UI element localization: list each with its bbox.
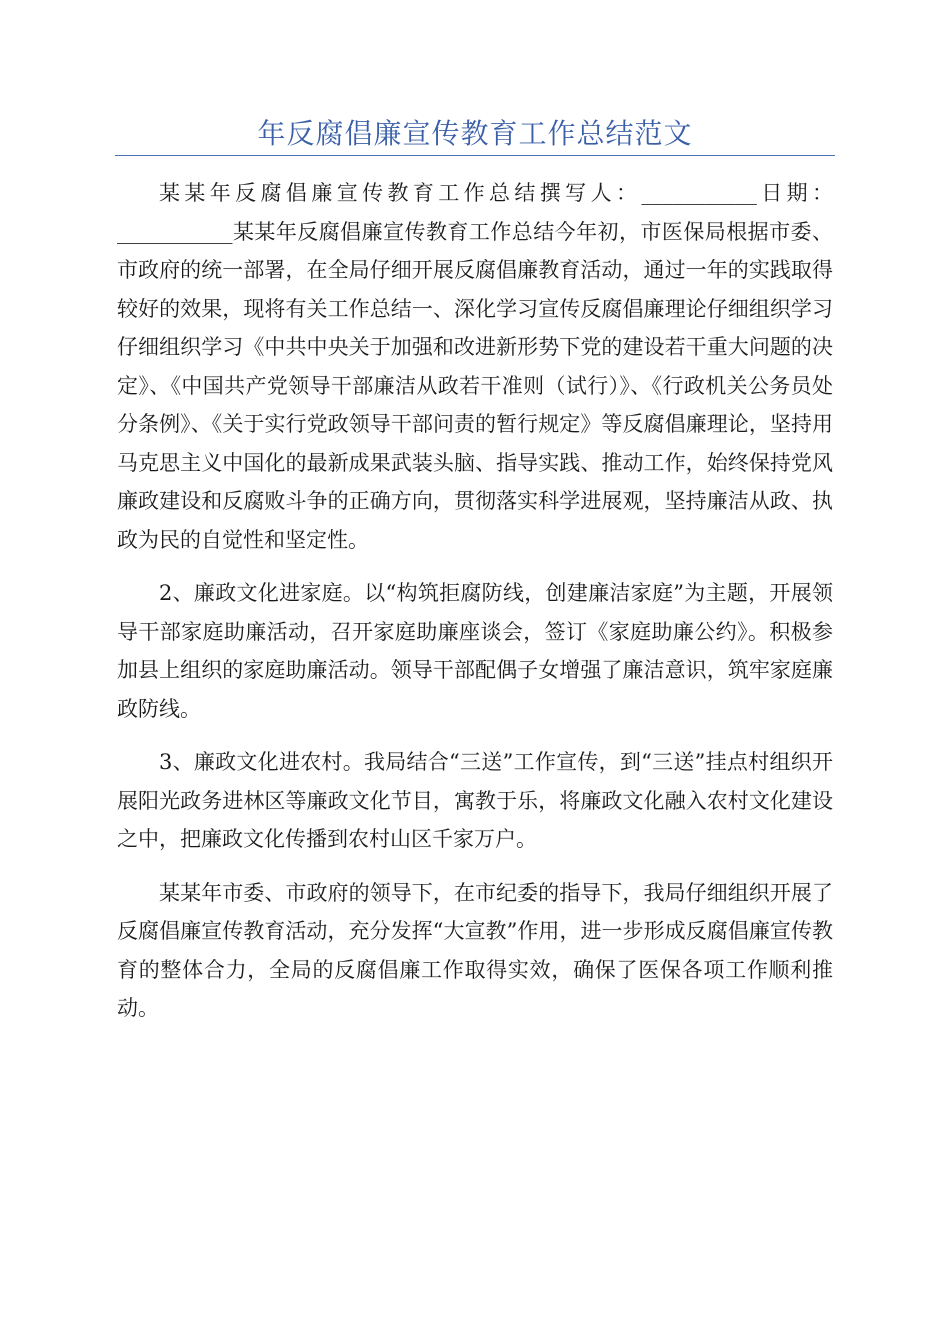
title-underline — [115, 155, 835, 156]
paragraph-intro: 某某年反腐倡廉宣传教育工作总结撰写人：___________日期：___________某某年反腐倡廉宣传教育工作总结今年初，市医保局根据市委、市政府的统一部署，在全局仔细开展反腐倡廉教育活动，通过一年的实践取得较好的效果，现将有关工作总结一、深化学习宣传反腐倡廉理论仔细组织学习仔细组织学习《中共中央关于加强和改进新形势下党的建设若干重大问题的决定》、《中国共产党领导干部廉洁从政若干准则（试行）》、《行政机关公务员处分条例》、《关于实行党政领导干部问责的暂行规定》等反腐倡廉理论，坚持用马克思主义中国化的最新成果武装头脑、指导实践、推动工作，始终保持党风廉政建设和反腐败斗争的正确方向，贯彻落实科学进展观，坚持廉洁从政、执政为民的自觉性和坚定性。 — [117, 181, 833, 552]
document-body — [117, 174, 833, 1043]
paragraph-conclusion: 某某年市委、市政府的领导下，在市纪委的指导下，我局仔细组织开展了反腐倡廉宣传教育活动，充分发挥“大宣教”作用，进一步形成反腐倡廉宣传教育的整体合力，全局的反腐倡廉工作取得实效，确保了医保各项工作顺利推动。 — [117, 880, 833, 1020]
document-title: 年反腐倡廉宣传教育工作总结范文 — [257, 117, 693, 150]
paragraph-family: 2、廉政文化进家庭。以“构筑拒腐防线，创建廉洁家庭”为主题，开展领导干部家庭助廉活动，召开家庭助廉座谈会，签订《家庭助廉公约》。积极参加县上组织的家庭助廉活动。领导干部配偶子女增强了廉洁意识，筑牢家庭廉政防线。 — [117, 581, 833, 721]
paragraph-village: 3、廉政文化进农村。我局结合“三送”工作宣传，到“三送”挂点村组织开展阳光政务进林区等廉政文化节目，寓教于乐，将廉政文化融入农村文化建设之中，把廉政文化传播到农村山区千家万户。 — [117, 750, 833, 851]
